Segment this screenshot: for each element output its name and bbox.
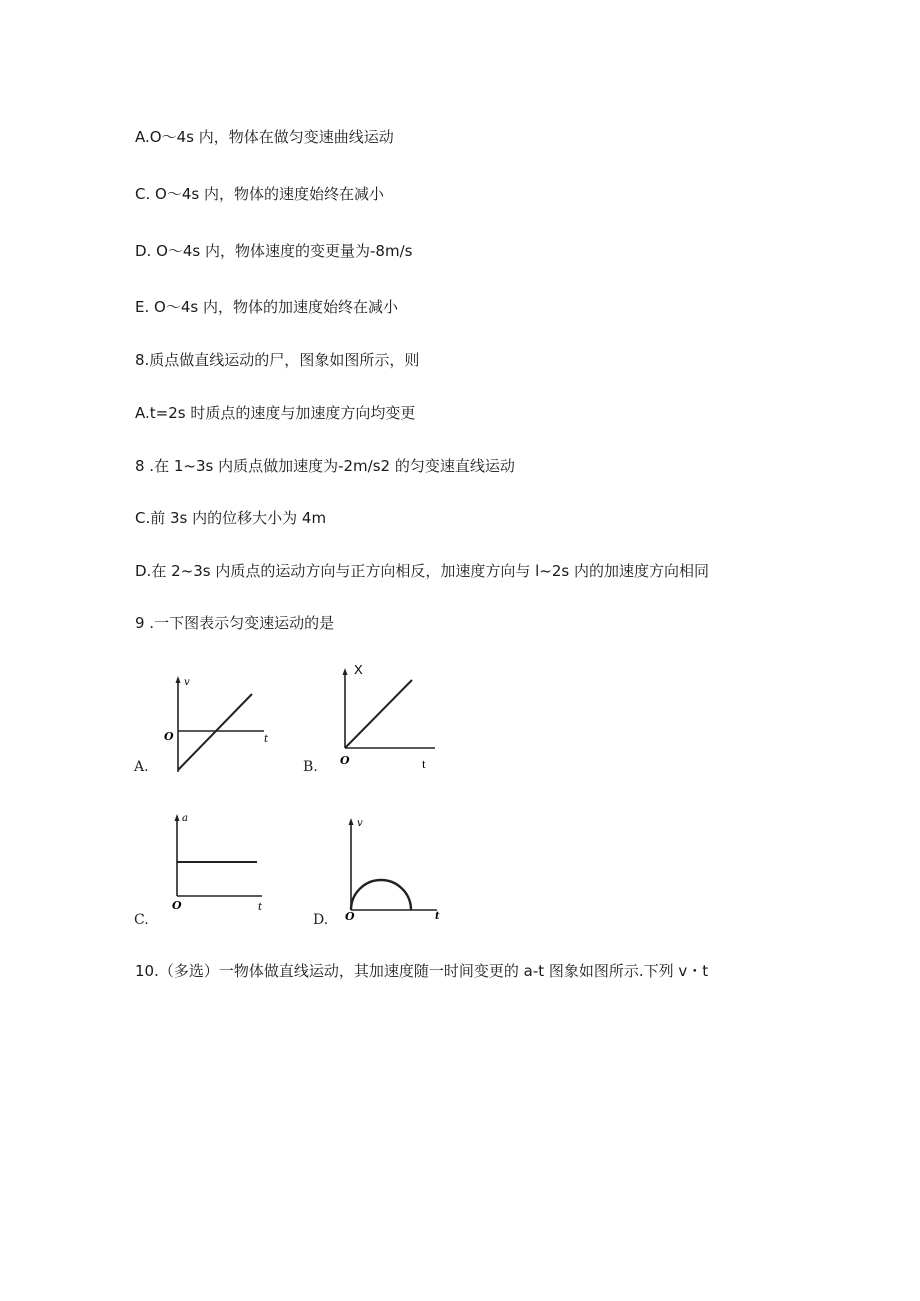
option-a-line: A.O～4s 内，物体在做匀变速曲线运动	[135, 128, 394, 146]
question-8-stem: 8.质点做直线运动的尸，图象如图所示，则	[135, 351, 420, 369]
figure-d-y-label: v	[357, 818, 363, 829]
q8-option-d: D.在 2~3s 内质点的运动方向与正方向相反，加速度方向与 l~2s 内的加速度方向相同	[135, 562, 709, 580]
figure-d-origin: O	[345, 910, 355, 922]
question-10-stem: 10.（多选）一物体做直线运动，其加速度随一时间变更的 a-t 图象如图所示.下列 v・t	[135, 962, 709, 980]
q8-option-b: 8 .在 1~3s 内质点做加速度为-2m∕s2 的匀变速直线运动	[135, 457, 515, 475]
figure-d-x-label: t	[435, 911, 440, 922]
figure-d-label: D.	[313, 912, 329, 928]
figure-c-label: C.	[134, 912, 149, 928]
q8-option-c: C.前 3s 内的位移大小为 4m	[135, 509, 327, 527]
figure-a-origin: O	[164, 730, 174, 743]
figure-c-origin: O	[172, 899, 182, 912]
figure-b-label: B.	[303, 759, 318, 775]
figure-c-y-label: a	[182, 813, 188, 824]
question-9-stem: 9 .一下图表示匀变速运动的是	[135, 614, 335, 632]
figure-d-vt-graph	[335, 812, 455, 922]
option-d-line: D. O～4s 内，物体速度的变更量为-8m∕s	[135, 242, 413, 260]
figure-b-xt-graph	[330, 658, 450, 778]
figure-a-x-label: t	[264, 734, 269, 745]
figure-b-y-label: X	[354, 662, 363, 677]
figure-a-vt-graph	[160, 672, 280, 782]
figure-b-x-label: t	[422, 756, 426, 771]
q8-option-a: A.t=2s 时质点的速度与加速度方向均变更	[135, 404, 416, 422]
figure-a-y-label: v	[184, 677, 190, 688]
option-c-line: C. O～4s 内，物体的速度始终在减小	[135, 185, 384, 203]
figure-c-x-label: t	[258, 902, 263, 913]
figure-a-label: A.	[134, 759, 149, 775]
option-e-line: E. O～4s 内，物体的加速度始终在减小	[135, 298, 398, 316]
figure-b-origin: O	[340, 754, 350, 767]
figure-c-at-graph	[160, 808, 280, 913]
